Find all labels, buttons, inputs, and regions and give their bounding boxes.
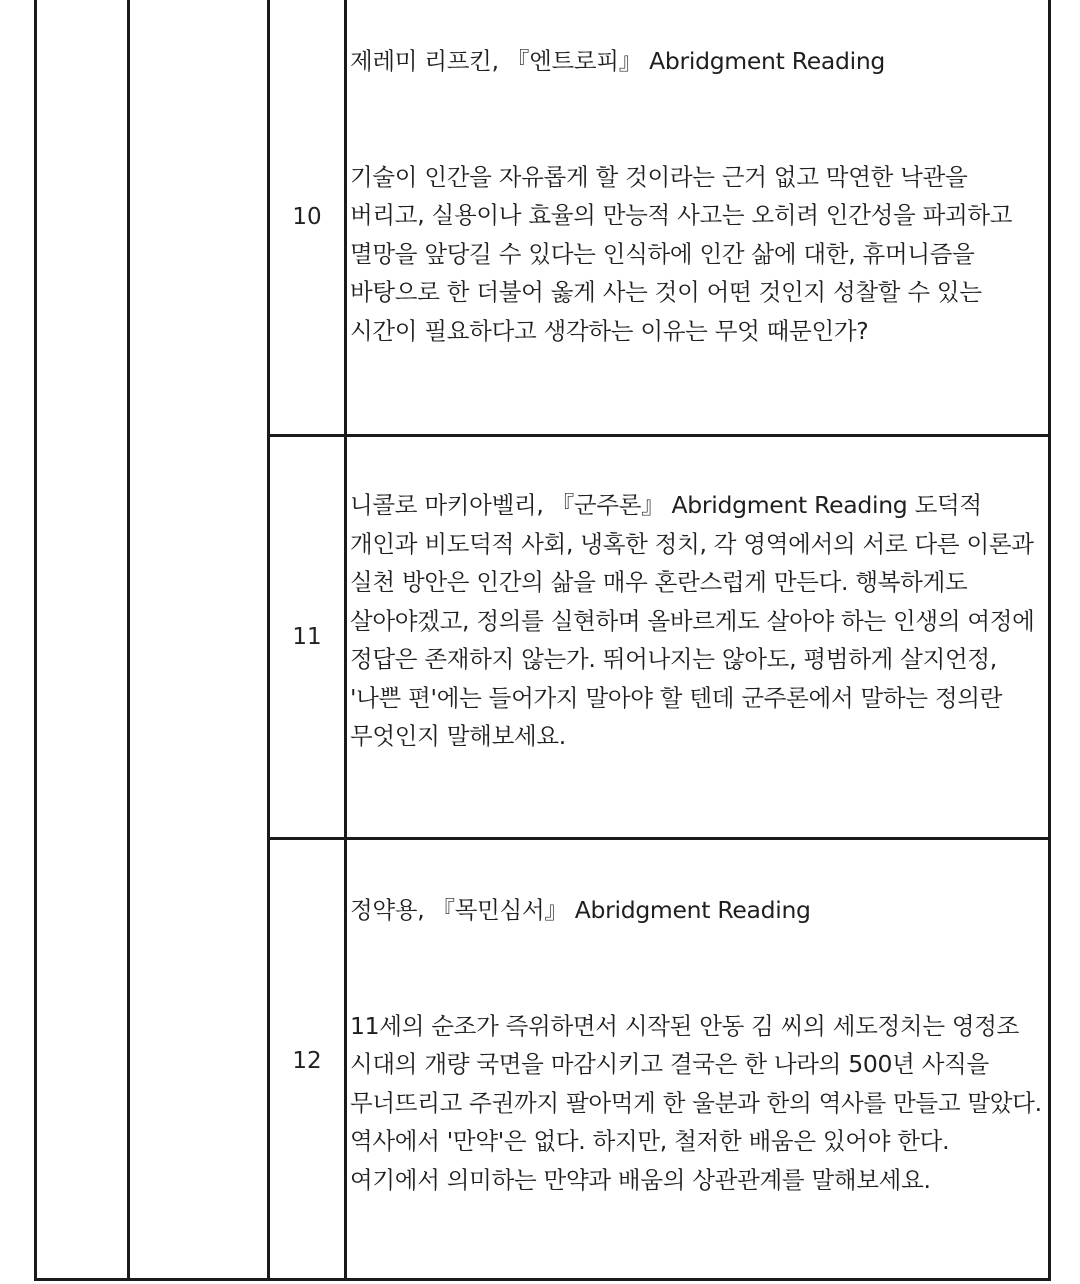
book-title: 제레미 리프킨, 『엔트로피』 Abridgment Reading	[350, 47, 886, 75]
column-divider-1	[127, 0, 130, 1278]
row-number: 10	[292, 204, 322, 230]
table-row	[270, 434, 1048, 837]
table-row	[270, 0, 1048, 434]
question-text: 기술이 인간을 자유롭게 할 것이라는 근거 없고 막연한 낙관을 버리고, 실용이나 효율의 만능적 사고는 오히려 인간성을 파괴하고 멸망을 앞당길 수 있다는 인식하에 인간 삶에 대한, 휴머니즘을 바탕으로 한 더불어 옳게 사는 것이 어떤 것인지 성찰할 수 있는 시간이 필요하다고 생각하는 이유는 무엇 때문인가?	[350, 162, 1013, 345]
book-and-question-text: 니콜로 마키아벨리, 『군주론』 Abridgment Reading 도덕적 개인과 비도덕적 사회, 냉혹한 정치, 각 영역에서의 서로 다른 이론과 실천 방안은 인간의 삶을 매우 혼란스럽게 만든다. 행복하게도 살아야겠고, 정의를 실현하며 올바르게도 살아야 하는 인생의 여정에 정답은 존재하지 않는가. 뛰어나지는 않아도, 평범하게 살지언정, '나쁜 편'에는 들어가지 말아야 할 텐데 군주론에서 말하는 정의란 무엇인지 말해보세요.	[350, 491, 1035, 750]
row-number: 11	[292, 624, 322, 650]
row-content	[347, 437, 1048, 837]
row-number: 12	[292, 1047, 322, 1074]
reading-table	[34, 0, 1051, 1281]
row-content	[347, 0, 1048, 434]
row-content	[347, 840, 1048, 1281]
question-text: 11세의 순조가 즉위하면서 시작된 안동 김 씨의 세도정치는 영정조 시대의 개량 국면을 마감시키고 결국은 한 나라의 500년 사직을 무너뜨리고 주권까지 팔아먹게 한 울분과 한의 역사를 만들고 말았다. 역사에서 '만약'은 없다. 하지만, 철저한 배움은 있어야 한다. 여기에서 의미하는 만약과 배움의 상관관계를 말해보세요.	[350, 1011, 1042, 1194]
book-title: 정약용, 『목민심서』 Abridgment Reading	[350, 896, 811, 924]
table-row	[270, 837, 1048, 1281]
